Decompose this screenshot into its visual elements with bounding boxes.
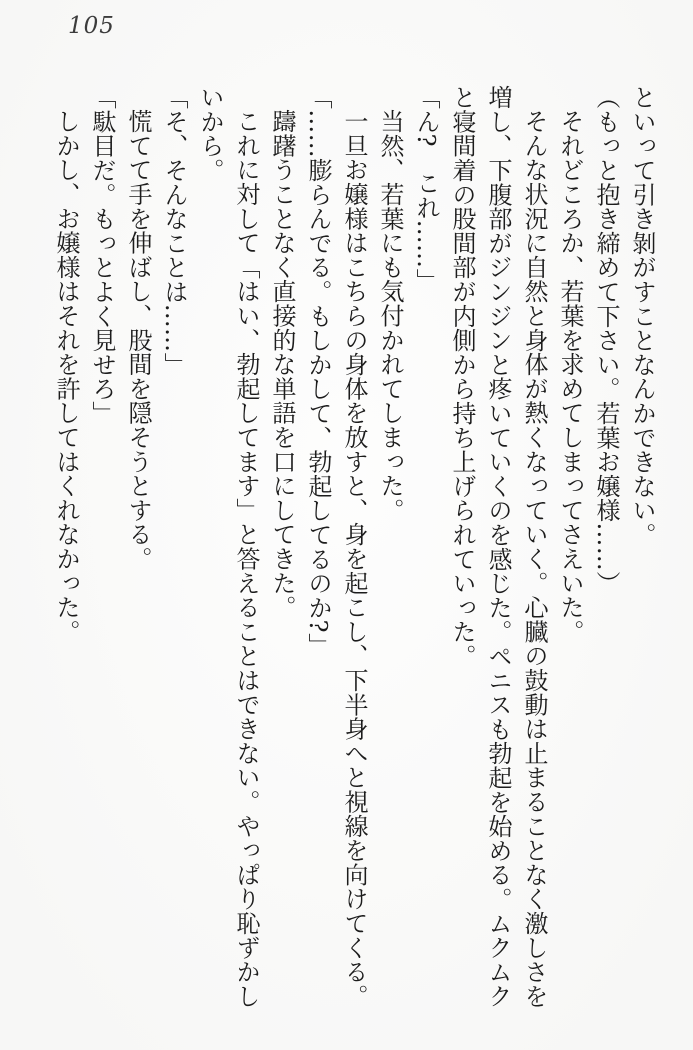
text-line: 「……膨らんでる。もしかして、勃起してるのか?」 [304,85,332,658]
text-line: 増し、下腹部がジンジンと疼いていくのを感じた。ペニスも勃起を始める。ムクムク [484,85,512,1009]
text-line: 「駄目だ。もっとよく見せろ」 [88,85,116,426]
page-number: 105 [68,13,115,39]
text-line: 一旦お嬢様はこちらの身体を放すと、身を起こし、下半身へと視線を向けてくる。 [340,109,368,1009]
text-line: そんな状況に自然と身体が熱くなっていく。心臓の鼓動は止まることなく激しさを [520,109,548,1009]
text-line: 躊躇うことなく直接的な単語を口にしてきた。 [268,109,296,620]
text-line: しかし、お嬢様はそれを許してはくれなかった。 [52,109,80,644]
text-line: 「ん? これ……」 [412,85,440,293]
text-line: と寝間着の股間部が内側から持ち上げられていった。 [448,85,476,669]
text-line: （もっと抱き締めて下さい。若葉お嬢様……） [592,85,620,596]
text-line: 当然、若葉にも気付かれてしまった。 [376,109,404,523]
text-line: といって引き剝がすことなんかできない。 [628,85,656,547]
text-line: それどころか、若葉を求めてしまってさえいた。 [556,109,584,644]
text-line: これに対して「はい、勃起してます」と答えることはできない。やっぱり恥ずかし [232,109,260,1009]
text-line: 「そ、そんなことは……」 [160,85,188,377]
text-line: いから。 [196,85,224,183]
text-line: 慌てて手を伸ばし、股間を隠そうとする。 [124,109,152,571]
text-block [45,85,660,1009]
